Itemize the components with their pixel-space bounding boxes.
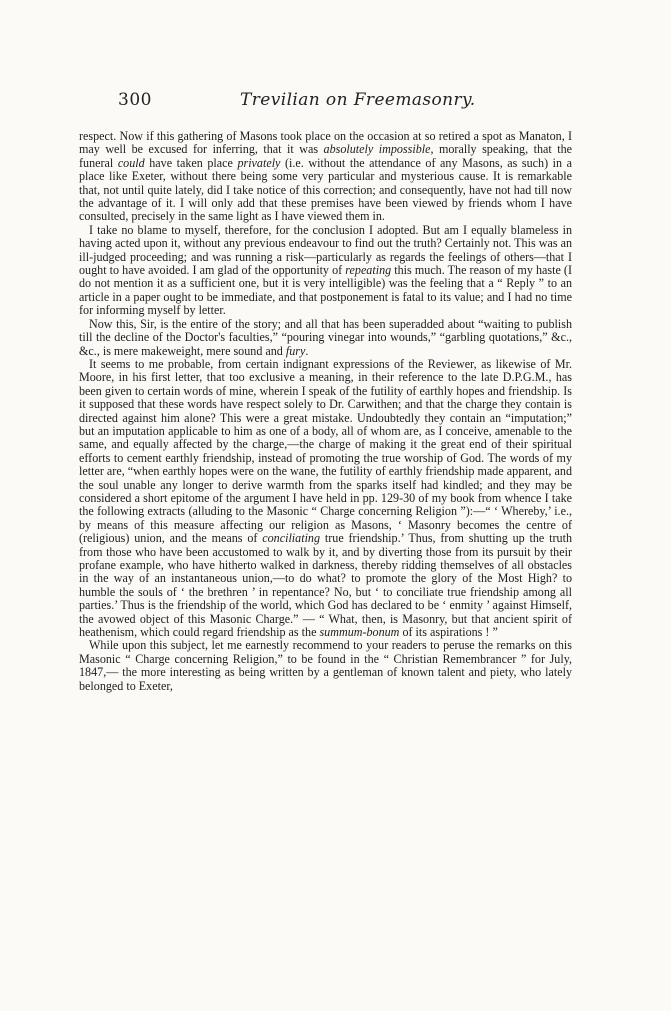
paragraph [79,130,572,224]
italic-text: summum-bonum [319,625,400,640]
italic-text: privately [237,155,281,170]
text-run: , morally speaking, that the funeral [79,142,572,170]
italic-text: conciliating [262,531,321,546]
text-run: this much. The reason of my haste (I do not mention it as a sufficient one, but it is very intelligible) was the feeling that a “ Reply ” to an article in a paper ought to be immediate, and that postponement is fatal to its value; and I had no time for informing myself by letter. [79,263,572,318]
text-run: Now this, Sir, is the entire of the story; and all that has been superadded about “waiting to publish till the decline of the Doctor's faculties,” “pouring vinegar into wounds,” “garbling quotations,” &c., &c., is mere makeweight, mere sound and [79,316,572,358]
text-run: While upon this subject, let me earnestly recommend to your readers to peruse the remarks on this Masonic “ Charge concerning Religion,” to be found in the “ Christian Remembrancer ” for July, 1847,— the more interesting as being written by a gentleman of known talent and piety, who lately belonged to Exeter, [79,638,572,693]
paragraph [79,318,572,358]
text-run: . [305,343,309,358]
italic-text: absolutely impossible [323,142,431,157]
text-run: It seems to me probable, from certain indignant expressions of the Reviewer, as likewise of Mr. Moore, in his first letter, that too exclusive a meaning, in their reference to the late D.P.G.M., has been given to certain words of mine, wherein I speak of the futility of earthly hopes and friendship. Is it supposed that these words have respect solely to Dr. Carwithen; and that the charge they contain is directed against him alone? This were a great mistake. Undoubtedly they contain an “imputation;” but an imputation applicable to him as one of a body, all of whom are, as I conceive, amenable to the same, and equally affected by the charge,—the charge of making it the great end of their spiritual efforts to cement earthly friendship, instead of promoting the true worship of God. The words of my letter are, “when earthly hopes were on the wane, the futility of earthly friendship made apparent, and the soul unable any longer to derive warmth from the sparks itself had kindled; and they may be considered a short epitome of the argument I have held in pp. 129-30 of my book from whence I take the following extracts (alluding to the Masonic “ Charge concerning Religion ”):—“ ‘ Whereby,’ i.e., by means of this measure affecting our religion as Masons, ‘ Masonry becomes the centre of (religious) union, and the means of [79,356,572,546]
text-run: (i.e. without the attendance of any Masons, as such) in a place like Exeter, without there being some very particular and mysterious cause. It is remarkable that, not until quite lately, did I take notice of this correction; and consequently, have not had till now the advantage of it. I will only add that these premises have been viewed by friends whom I have consulted, precisely in the same light as I have viewed them in. [79,155,572,224]
page-header [118,90,570,118]
paragraph [79,639,572,693]
italic-text: fury [285,343,306,358]
body-text [79,130,572,693]
text-run: I take no blame to myself, therefore, for the conclusion I adopted. But am I equally blameless in having acted upon it, without any previous endeavour to find out the truth? Certainly not. This was an ill-judged proceeding; and was running a risk—particularly as regards the feelings of others—that I ought to have avoided. I am glad of the opportunity of [79,222,572,278]
paragraph [79,358,572,640]
text-run: respect. Now if this gathering of Masons took place on the occasion at so retired a spot as Manaton, I may well be excused for inferring, that it was [79,129,572,157]
italic-text: could [117,155,145,170]
page-number: 300 [118,90,152,110]
text-run: have taken place [144,155,238,170]
running-title: Trevilian on Freemasonry. [240,90,476,110]
paragraph [79,224,572,318]
text-run: of its aspirations ! ” [399,625,498,640]
text-run: true friendship.’ Thus, from shutting up the truth from those who have been accustomed to walk by it, and by diverting those from its pursuit by their profane example, who have hitherto walked in darkness, thereby ridding themselves of all obstacles in the way of an instantaneous union,—to do what? to promote the glory of the Most High? to humble the souls of ‘ the brethren ’ in repentance? No, but ‘ to conciliate true friendship among all parties.’ Thus is the friendship of the world, which God has declared to be ‘ enmity ’ against Himself, the avowed object of this Masonic Charge.” — “ What, then, is Masonry, but that ancient spirit of heathenism, which could regard friendship as the [79,531,572,640]
italic-text: repeating [345,263,392,278]
